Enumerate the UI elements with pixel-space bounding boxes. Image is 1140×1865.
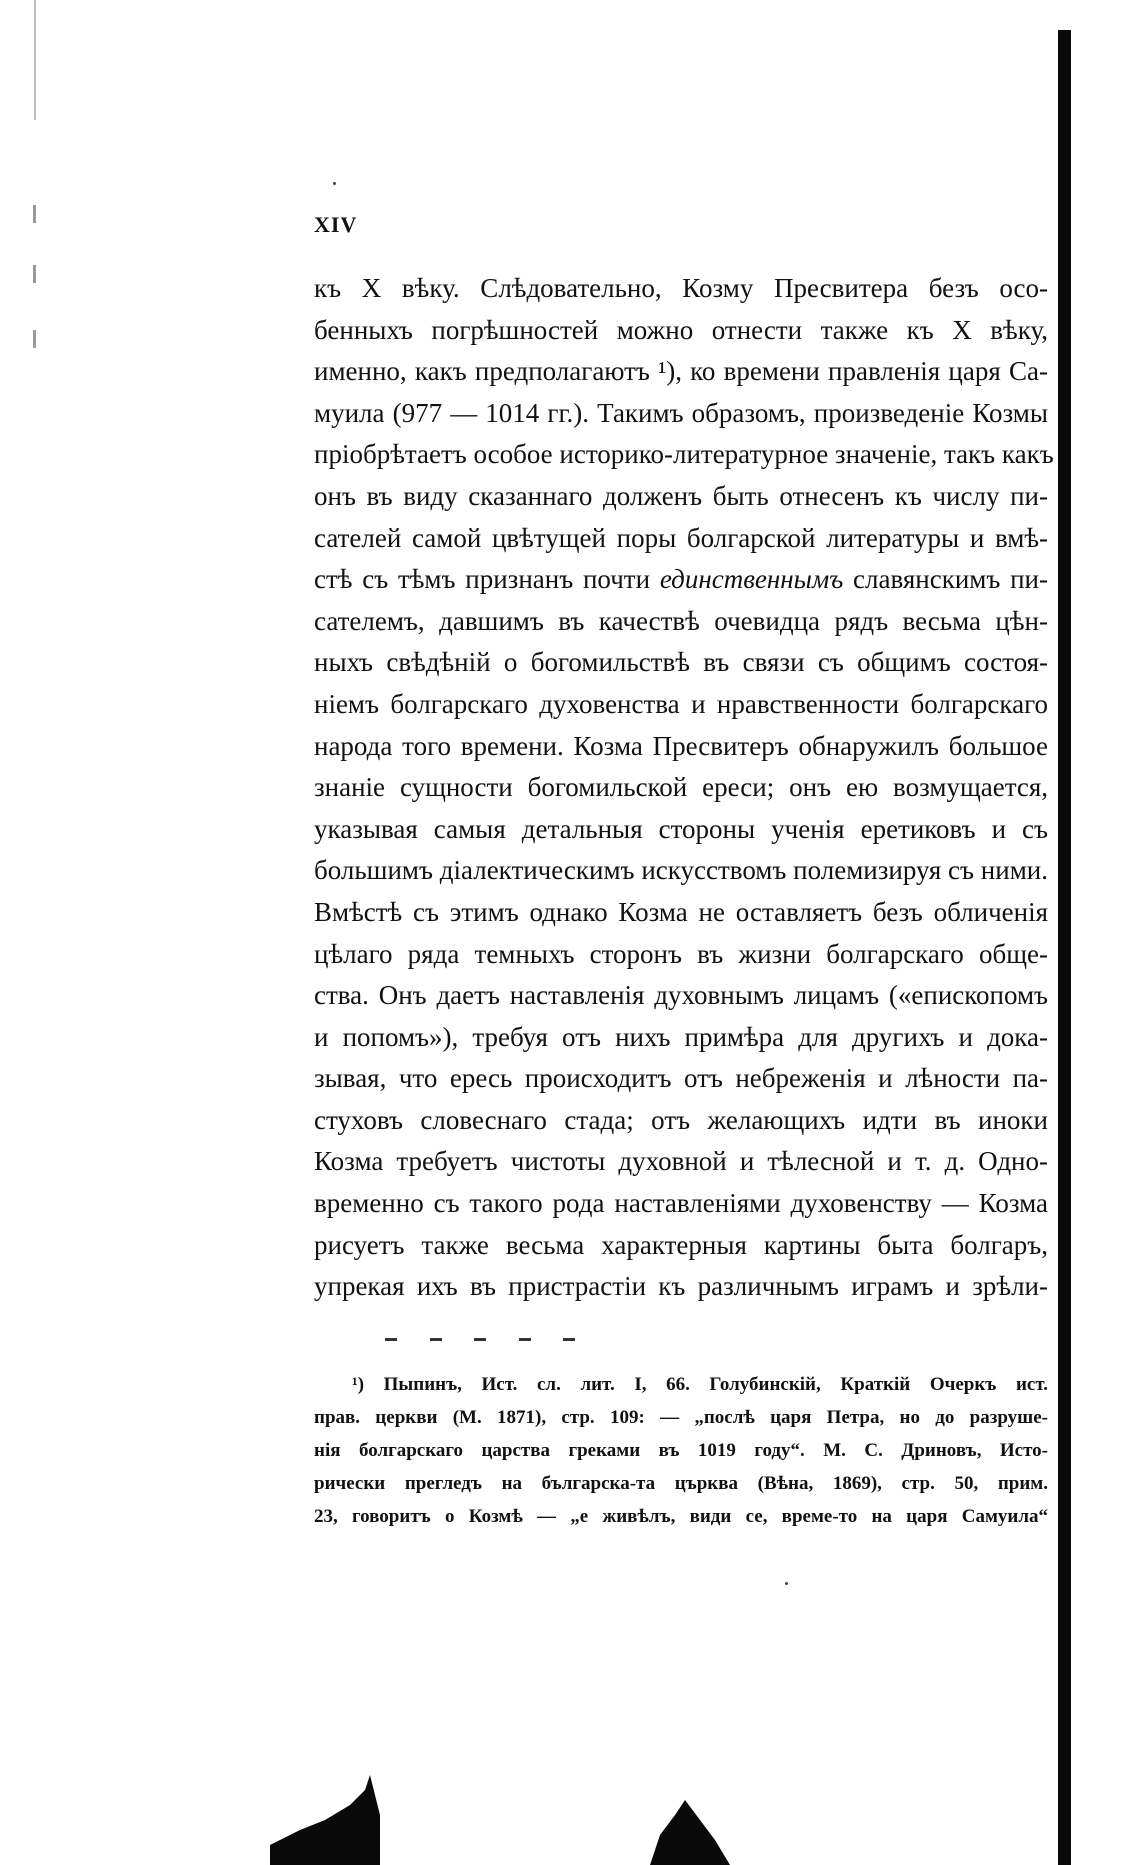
- text-line: къ X вѣку. Слѣдовательно, Козму Пресвитера безъ осо-: [314, 273, 1048, 303]
- scan-right-edge: [1058, 30, 1071, 1865]
- text-line: упрекая ихъ въ пристрастіи къ различнымъ играмъ и зрѣли-: [314, 1271, 1048, 1302]
- text-line: стуховъ словеснаго стада; отъ желающихъ идти въ иноки: [314, 1104, 1048, 1135]
- text-line: зывая, что ересь происходитъ отъ небреженія и лѣности па-: [314, 1063, 1048, 1094]
- text-line: знаніе сущности богомильской ереси; онъ ею возмущается,: [314, 772, 1048, 803]
- text-line: и попомъ»), требуя отъ нихъ примѣра для другихъ и дока-: [314, 1021, 1048, 1052]
- text-line: онъ въ виду сказаннаго долженъ быть отнесенъ къ числу пи-: [314, 480, 1048, 511]
- text-line: бенныхъ погрѣшностей можно отнести также къ X вѣку,: [314, 314, 1048, 345]
- footnote-line: ¹) Пыпинъ, Ист. сл. лит. I, 66. Голубинскій, Краткій Очеркъ ист.: [352, 1374, 1048, 1395]
- text-line: народа того времени. Козма Пресвитеръ обнаружилъ большое: [314, 730, 1048, 761]
- scan-left-edge: [34, 0, 36, 120]
- text-line: пріобрѣтаетъ особое историко-литературное значеніе, такъ какъ: [314, 439, 1054, 470]
- text-line: муила (977 — 1014 гг.). Такимъ образомъ, произведеніе Козмы: [314, 397, 1048, 428]
- text-line: большимъ діалектическимъ искусствомъ полемизируя съ ними.: [314, 855, 1048, 886]
- emphasized-word: единственнымъ: [659, 564, 844, 595]
- text-line: ніемъ болгарскаго духовенства и нравственности болгарскаго: [314, 688, 1048, 719]
- text-line: временно съ такого рода наставленіями духовенству — Козма: [314, 1188, 1048, 1219]
- footnote-line: 23, говоритъ о Козмѣ — „е живѣлъ, види се, време-то на царя Самуила“: [314, 1506, 1048, 1527]
- text-line: сателей самой цвѣтущей поры болгарской литературы и вмѣ-: [314, 522, 1048, 553]
- text-line: сателемъ, давшимъ въ качествѣ очевидца рядъ весьма цѣн-: [314, 605, 1048, 636]
- scan-left-tick: [33, 265, 36, 283]
- text-line: ства. Онъ даетъ наставленія духовнымъ лицамъ («епископомъ: [314, 980, 1048, 1011]
- footnote-separator: [385, 1338, 575, 1342]
- footnote-line: прав. церкви (М. 1871), стр. 109: — „послѣ царя Петра, но до разруше-: [314, 1407, 1048, 1428]
- scan-left-tick: [33, 205, 36, 223]
- text-line: рисуетъ также весьма характерныя картины быта болгаръ,: [314, 1229, 1048, 1260]
- text-line: указывая самыя детальныя стороны ученія еретиковъ и съ: [314, 813, 1048, 844]
- footnotes: [314, 1368, 1048, 1533]
- page-number: XIV: [314, 212, 358, 237]
- text-line: именно, какъ предполагаютъ ¹), ко времени правленія царя Са-: [314, 356, 1048, 387]
- footnote-line: рически прегледъ на българска-та църква (Вѣна, 1869), стр. 50, прим.: [314, 1473, 1048, 1494]
- scan-speck: [785, 1582, 788, 1585]
- text-line: Козма требуетъ чистоты духовной и тѣлесной и т. д. Одно-: [314, 1146, 1048, 1177]
- body-text: [314, 268, 1054, 1308]
- text-line: цѣлаго ряда темныхъ сторонъ въ жизни болгарскаго обще-: [314, 938, 1048, 969]
- text-line: стѣ съ тѣмъ признанъ почти единственнымъ славянскимъ пи-: [314, 564, 1048, 595]
- text-line: ныхъ свѣдѣній о богомильствѣ въ связи съ общимъ состоя-: [314, 647, 1048, 678]
- text-line: Вмѣстѣ съ этимъ однако Козма не оставляетъ безъ обличенія: [314, 896, 1048, 927]
- scan-speck: [333, 182, 336, 185]
- scan-ink-blot: [270, 1775, 380, 1865]
- scan-ink-blot: [650, 1795, 730, 1865]
- footnote-line: нія болгарскаго царства греками въ 1019 году“. М. С. Дриновъ, Исто-: [314, 1440, 1048, 1461]
- scan-left-tick: [33, 330, 36, 348]
